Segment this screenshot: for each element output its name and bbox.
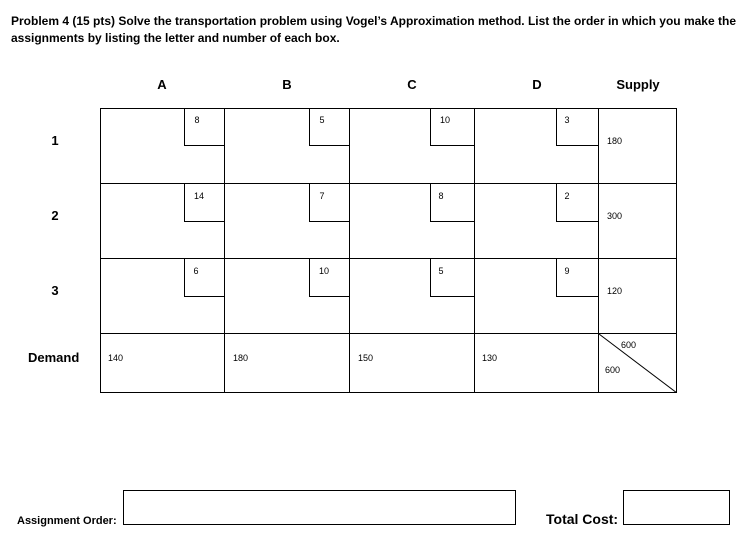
cell-b2[interactable] [225,184,350,259]
column-header-b: B [282,77,292,92]
supply-row-3: 120 [607,286,623,296]
cost-c2: 8 [438,191,444,201]
row-header-1: 1 [51,133,59,148]
cost-b3: 10 [318,266,329,276]
cell-c1[interactable] [350,108,475,184]
problem-statement: Problem 4 (15 pts) Solve the transportation problem using Vogel’s Approximation method. List the order in which you make the assignments by listing the letter and number of each box. [11,14,736,45]
cell-d3[interactable] [475,259,599,334]
cell-a3[interactable] [100,259,225,334]
cost-c3: 5 [438,266,444,276]
cell-b3[interactable] [225,259,350,334]
cost-box-b3 [309,259,349,297]
cell-d2[interactable] [475,184,599,259]
column-header-d: D [532,77,542,92]
row-header-2: 2 [51,208,59,223]
total-cost-input[interactable] [623,490,730,525]
supply-row-2: 300 [607,211,623,221]
cell-c2[interactable] [350,184,475,259]
cost-d2: 2 [564,191,570,201]
cost-b1: 5 [319,115,325,125]
transportation-table [100,108,677,393]
cost-b2: 7 [319,191,325,201]
assignment-order-input[interactable] [123,490,516,525]
cost-box-c2 [430,184,475,222]
total-supply: 600 [621,340,637,350]
supply-header: Supply [616,77,660,92]
cost-box-d1 [556,108,599,146]
row-header-3: 3 [51,283,59,298]
total-demand: 600 [605,365,621,375]
cell-d1[interactable] [475,108,599,184]
cost-box-a3 [184,259,224,297]
cost-box-a2 [184,184,224,222]
cost-d3: 9 [564,266,570,276]
cost-box-d2 [556,184,599,222]
cost-box-c3 [430,259,475,297]
demand-c: 150 [358,353,374,363]
cell-a2[interactable] [100,184,225,259]
assignment-order-label: Assignment Order: [17,515,117,527]
demand-d: 130 [482,353,498,363]
demand-label: Demand [28,350,80,365]
total-cost-label: Total Cost: [546,511,619,527]
cost-a2: 14 [193,191,204,201]
column-header-c: C [407,77,417,92]
cell-b1[interactable] [225,108,350,184]
cost-box-b2 [309,184,349,222]
demand-b: 180 [233,353,249,363]
cost-box-d3 [556,259,599,297]
total-diagonal [599,334,677,393]
cost-box-b1 [309,108,349,146]
column-header-a: A [157,77,167,92]
cost-box-a1 [184,108,224,146]
cell-c3[interactable] [350,259,475,334]
supply-row-1: 180 [607,136,623,146]
demand-a: 140 [108,353,124,363]
cell-a1[interactable] [100,108,225,184]
cost-d1: 3 [564,115,570,125]
cost-box-c1 [430,108,475,146]
cost-c1: 10 [439,115,450,125]
cost-a1: 8 [194,115,200,125]
cost-a3: 6 [193,266,199,276]
